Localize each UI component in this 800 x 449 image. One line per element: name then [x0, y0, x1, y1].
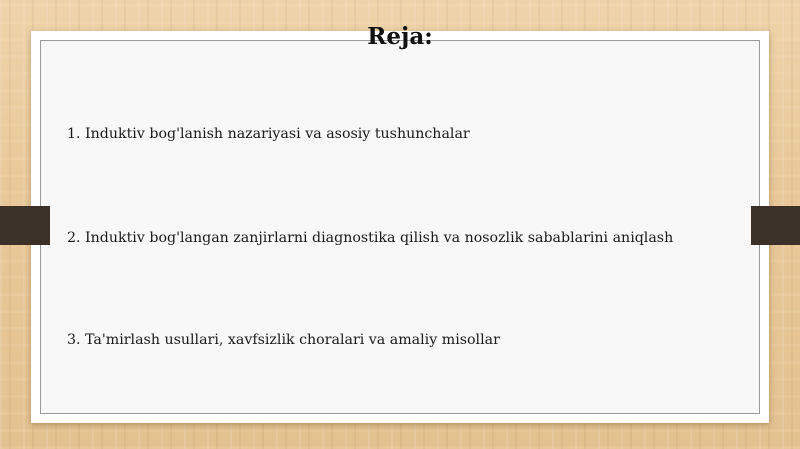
right-side-tab — [751, 206, 800, 245]
slide-panel — [40, 40, 760, 414]
left-side-tab — [0, 206, 50, 245]
slide-panel-frame — [31, 31, 769, 423]
plan-item-3: 3. Ta'mirlash usullari, xavfsizlik choralari va amaliy misollar — [67, 332, 500, 348]
slide-title: Reja: — [367, 23, 433, 50]
plan-item-1: 1. Induktiv bog'lanish nazariyasi va asosiy tushunchalar — [67, 126, 470, 142]
plan-item-2: 2. Induktiv bog'langan zanjirlarni diagnostika qilish va nosozlik sabablarini aniqlash — [67, 230, 674, 246]
